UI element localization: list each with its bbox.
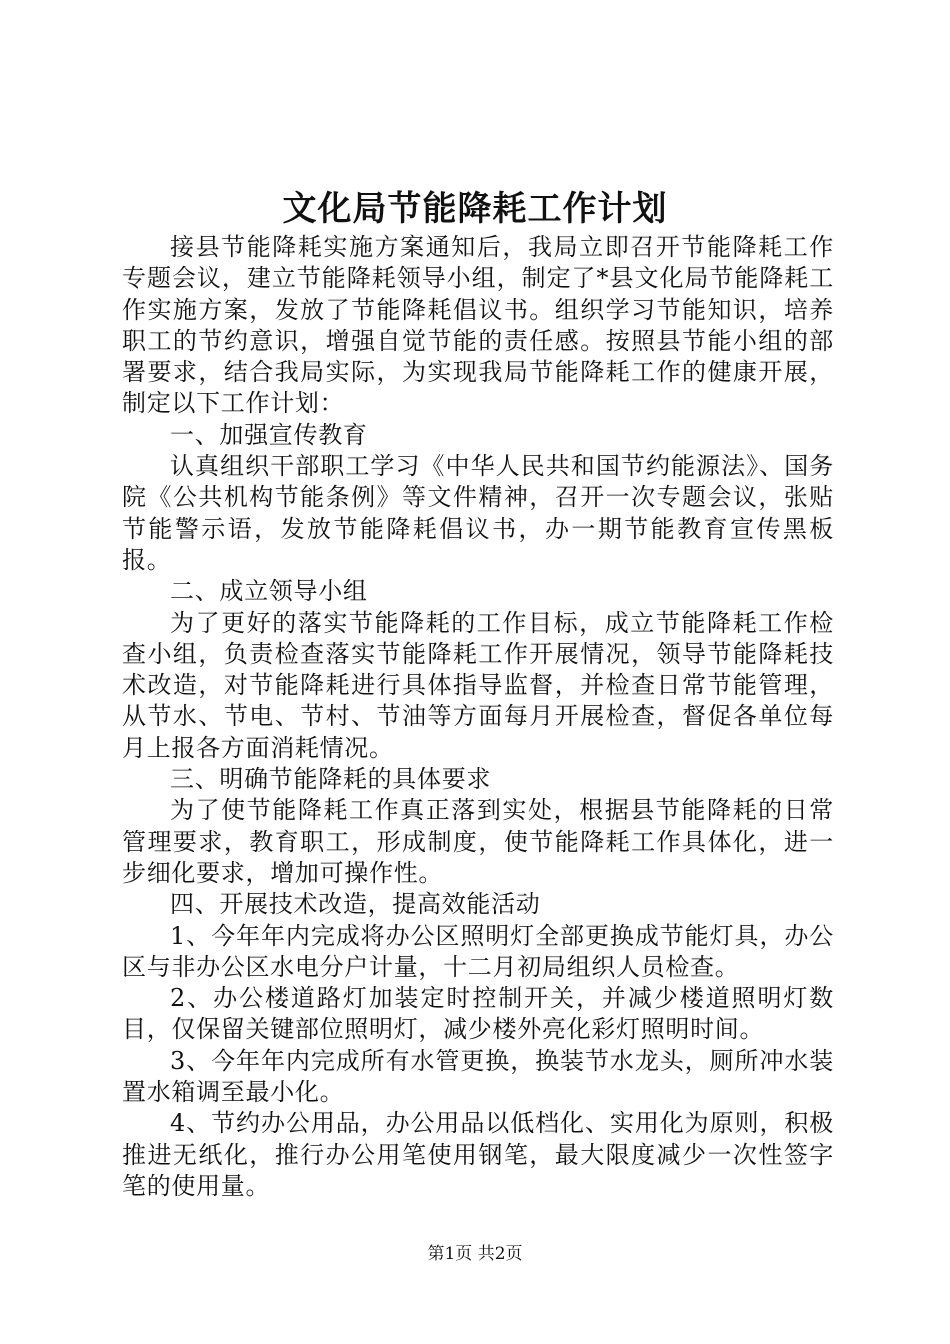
section-heading-1: 一、加强宣传教育 bbox=[170, 420, 368, 449]
section-heading-3: 三、明确节能降耗的具体要求 bbox=[170, 765, 492, 794]
intro-paragraph: 接县节能降耗实施方案通知后，我局立即召开节能降耗工作专题会议，建立节能降耗领导小组，制定了*县文化局节能降耗工作实施方案，发放了节能降耗倡议书。组织学习节能知识，培养职工的节约意识，增强自觉节能的责任感。按照县节能小组的部署要求，结合我局实际，为实现我局节能降耗工作的健康开展，制定以下工作计划： bbox=[122, 233, 834, 418]
section-4-item-1: 1、今年年内完成将办公区照明灯全部更换成节能灯具，办公区与非办公区水电分户计量，十二月初局组织人员检查。 bbox=[122, 921, 834, 981]
document-body bbox=[122, 232, 834, 1202]
document-title: 文化局节能降耗工作计划 bbox=[282, 189, 668, 229]
page-footer: 第1页 共2页 bbox=[427, 1244, 523, 1264]
section-4-item-2: 2、办公楼道路灯加装定时控制开关，并减少楼道照明灯数目，仅保留关键部位照明灯，减少楼外亮化彩灯照明时间。 bbox=[122, 984, 834, 1044]
section-4-item-4: 4、节约办公用品，办公用品以低档化、实用化为原则，积极推进无纸化，推行办公用笔使用钢笔，最大限度减少一次性签字笔的使用量。 bbox=[122, 1109, 834, 1200]
section-1-paragraph: 认真组织干部职工学习《中华人民共和国节约能源法》、国务院《公共机构节能条例》等文件精神，召开一次专题会议，张贴节能警示语，发放节能降耗倡议书，办一期节能教育宣传黑板报。 bbox=[122, 452, 834, 574]
section-heading-2: 二、成立领导小组 bbox=[170, 577, 368, 606]
section-3-paragraph: 为了使节能降耗工作真正落到实处，根据县节能降耗的日常管理要求，教育职工，形成制度，使节能降耗工作具体化，进一步细化要求，增加可操作性。 bbox=[122, 796, 834, 887]
section-4-item-3: 3、今年年内完成所有水管更换，换装节水龙头，厕所冲水装置水箱调至最小化。 bbox=[122, 1046, 834, 1107]
section-2-paragraph: 为了更好的落实节能降耗的工作目标，成立节能降耗工作检查小组，负责检查落实节能降耗工作开展情况，领导节能降耗技术改造，对节能降耗进行具体指导监督，并检查日常节能管理，从节水、节电、节村、节油等方面每月开展检查，督促各单位每月上报各方面消耗情况。 bbox=[122, 608, 834, 762]
section-heading-4: 四、开展技术改造，提高效能活动 bbox=[170, 890, 541, 919]
